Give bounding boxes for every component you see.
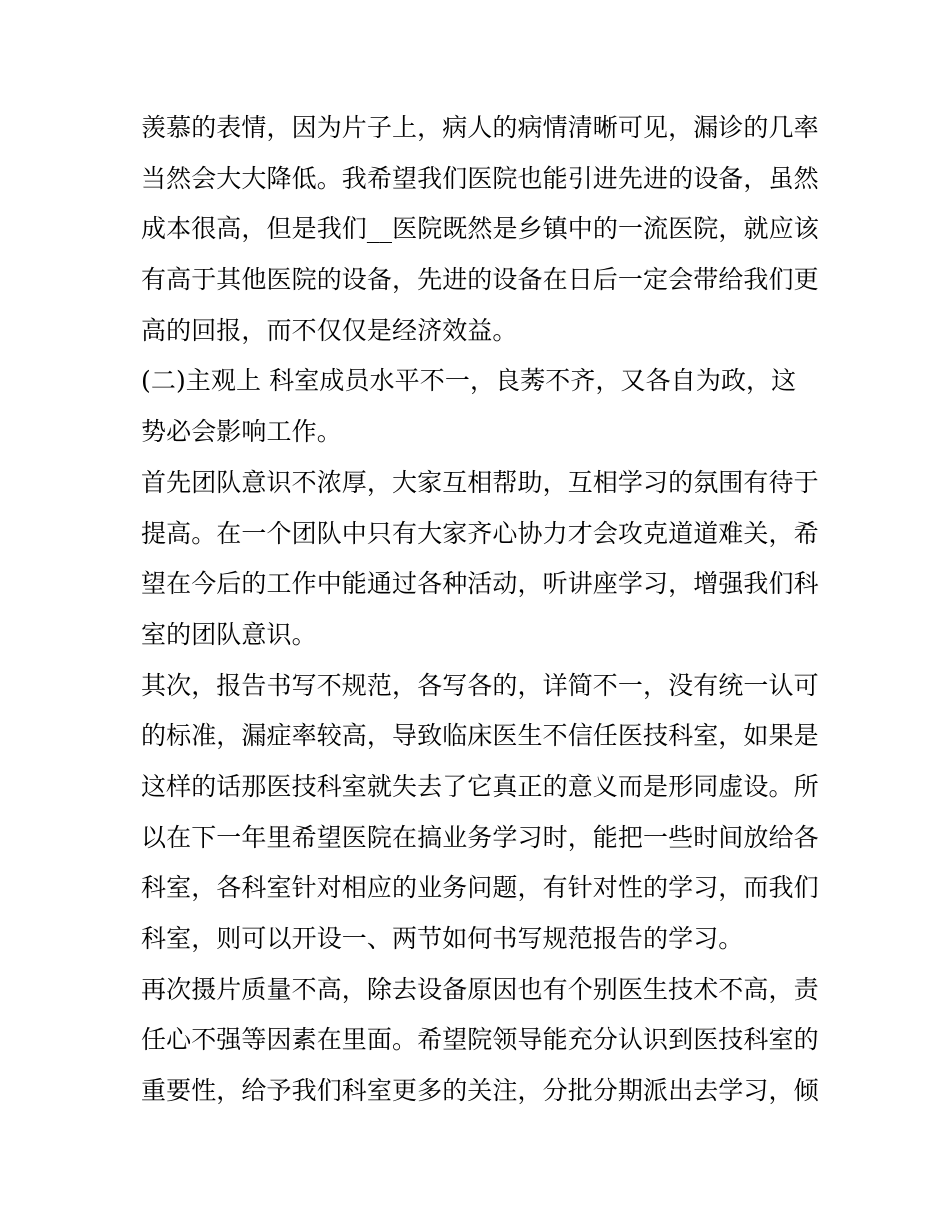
text-line: 以在下一年里希望医院在搞业务学习时，能把一些时间放给各 <box>141 822 819 852</box>
text-line: 高的回报，而不仅仅是经济效益。 <box>141 315 518 345</box>
text-line: 再次摄片质量不高，除去设备原因也有个别医生技术不高，责 <box>141 974 819 1004</box>
text-line: 提高。在一个团队中只有大家齐心协力才会攻克道道难关，希 <box>141 518 819 548</box>
section-heading-line: (二)主观上 科室成员水平不一，良莠不齐，又各自为政，这 <box>141 366 797 396</box>
text-line: 任心不强等因素在里面。希望院领导能充分认识到医技科室的 <box>141 1025 819 1055</box>
text-line: 首先团队意识不浓厚，大家互相帮助，互相学习的氛围有待于 <box>141 467 819 497</box>
text-line: 羡慕的表情，因为片子上，病人的病情清晰可见，漏诊的几率 <box>141 113 819 142</box>
text-line: 望在今后的工作中能通过各种活动，听讲座学习，增强我们科 <box>141 569 819 599</box>
text-line: 重要性，给予我们科室更多的关注，分批分期派出去学习，倾 <box>141 1076 819 1106</box>
text-line: 成本很高，但是我们__医院既然是乡镇中的一流医院，就应该 <box>141 214 819 244</box>
text-line: 当然会大大降低。我希望我们医院也能引进先进的设备，虽然 <box>141 163 819 193</box>
text-line: 科室，则可以开设一、两节如何书写规范报告的学习。 <box>141 924 744 953</box>
text-line: 有高于其他医院的设备，先进的设备在日后一定会带给我们更 <box>141 265 819 295</box>
text-line: 势必会影响工作。 <box>141 417 342 447</box>
text-line: 的标准，漏症率较高，导致临床医生不信任医技科室，如果是 <box>141 721 819 751</box>
text-line: 科室，各科室针对相应的业务问题，有针对性的学习，而我们 <box>141 873 819 903</box>
text-line: 室的团队意识。 <box>141 619 317 649</box>
text-line: 这样的话那医技科室就失去了它真正的意义而是形同虚设。所 <box>141 771 819 801</box>
document-body <box>141 103 821 1117</box>
text-line: 其次，报告书写不规范，各写各的，详简不一，没有统一认可 <box>141 670 819 700</box>
